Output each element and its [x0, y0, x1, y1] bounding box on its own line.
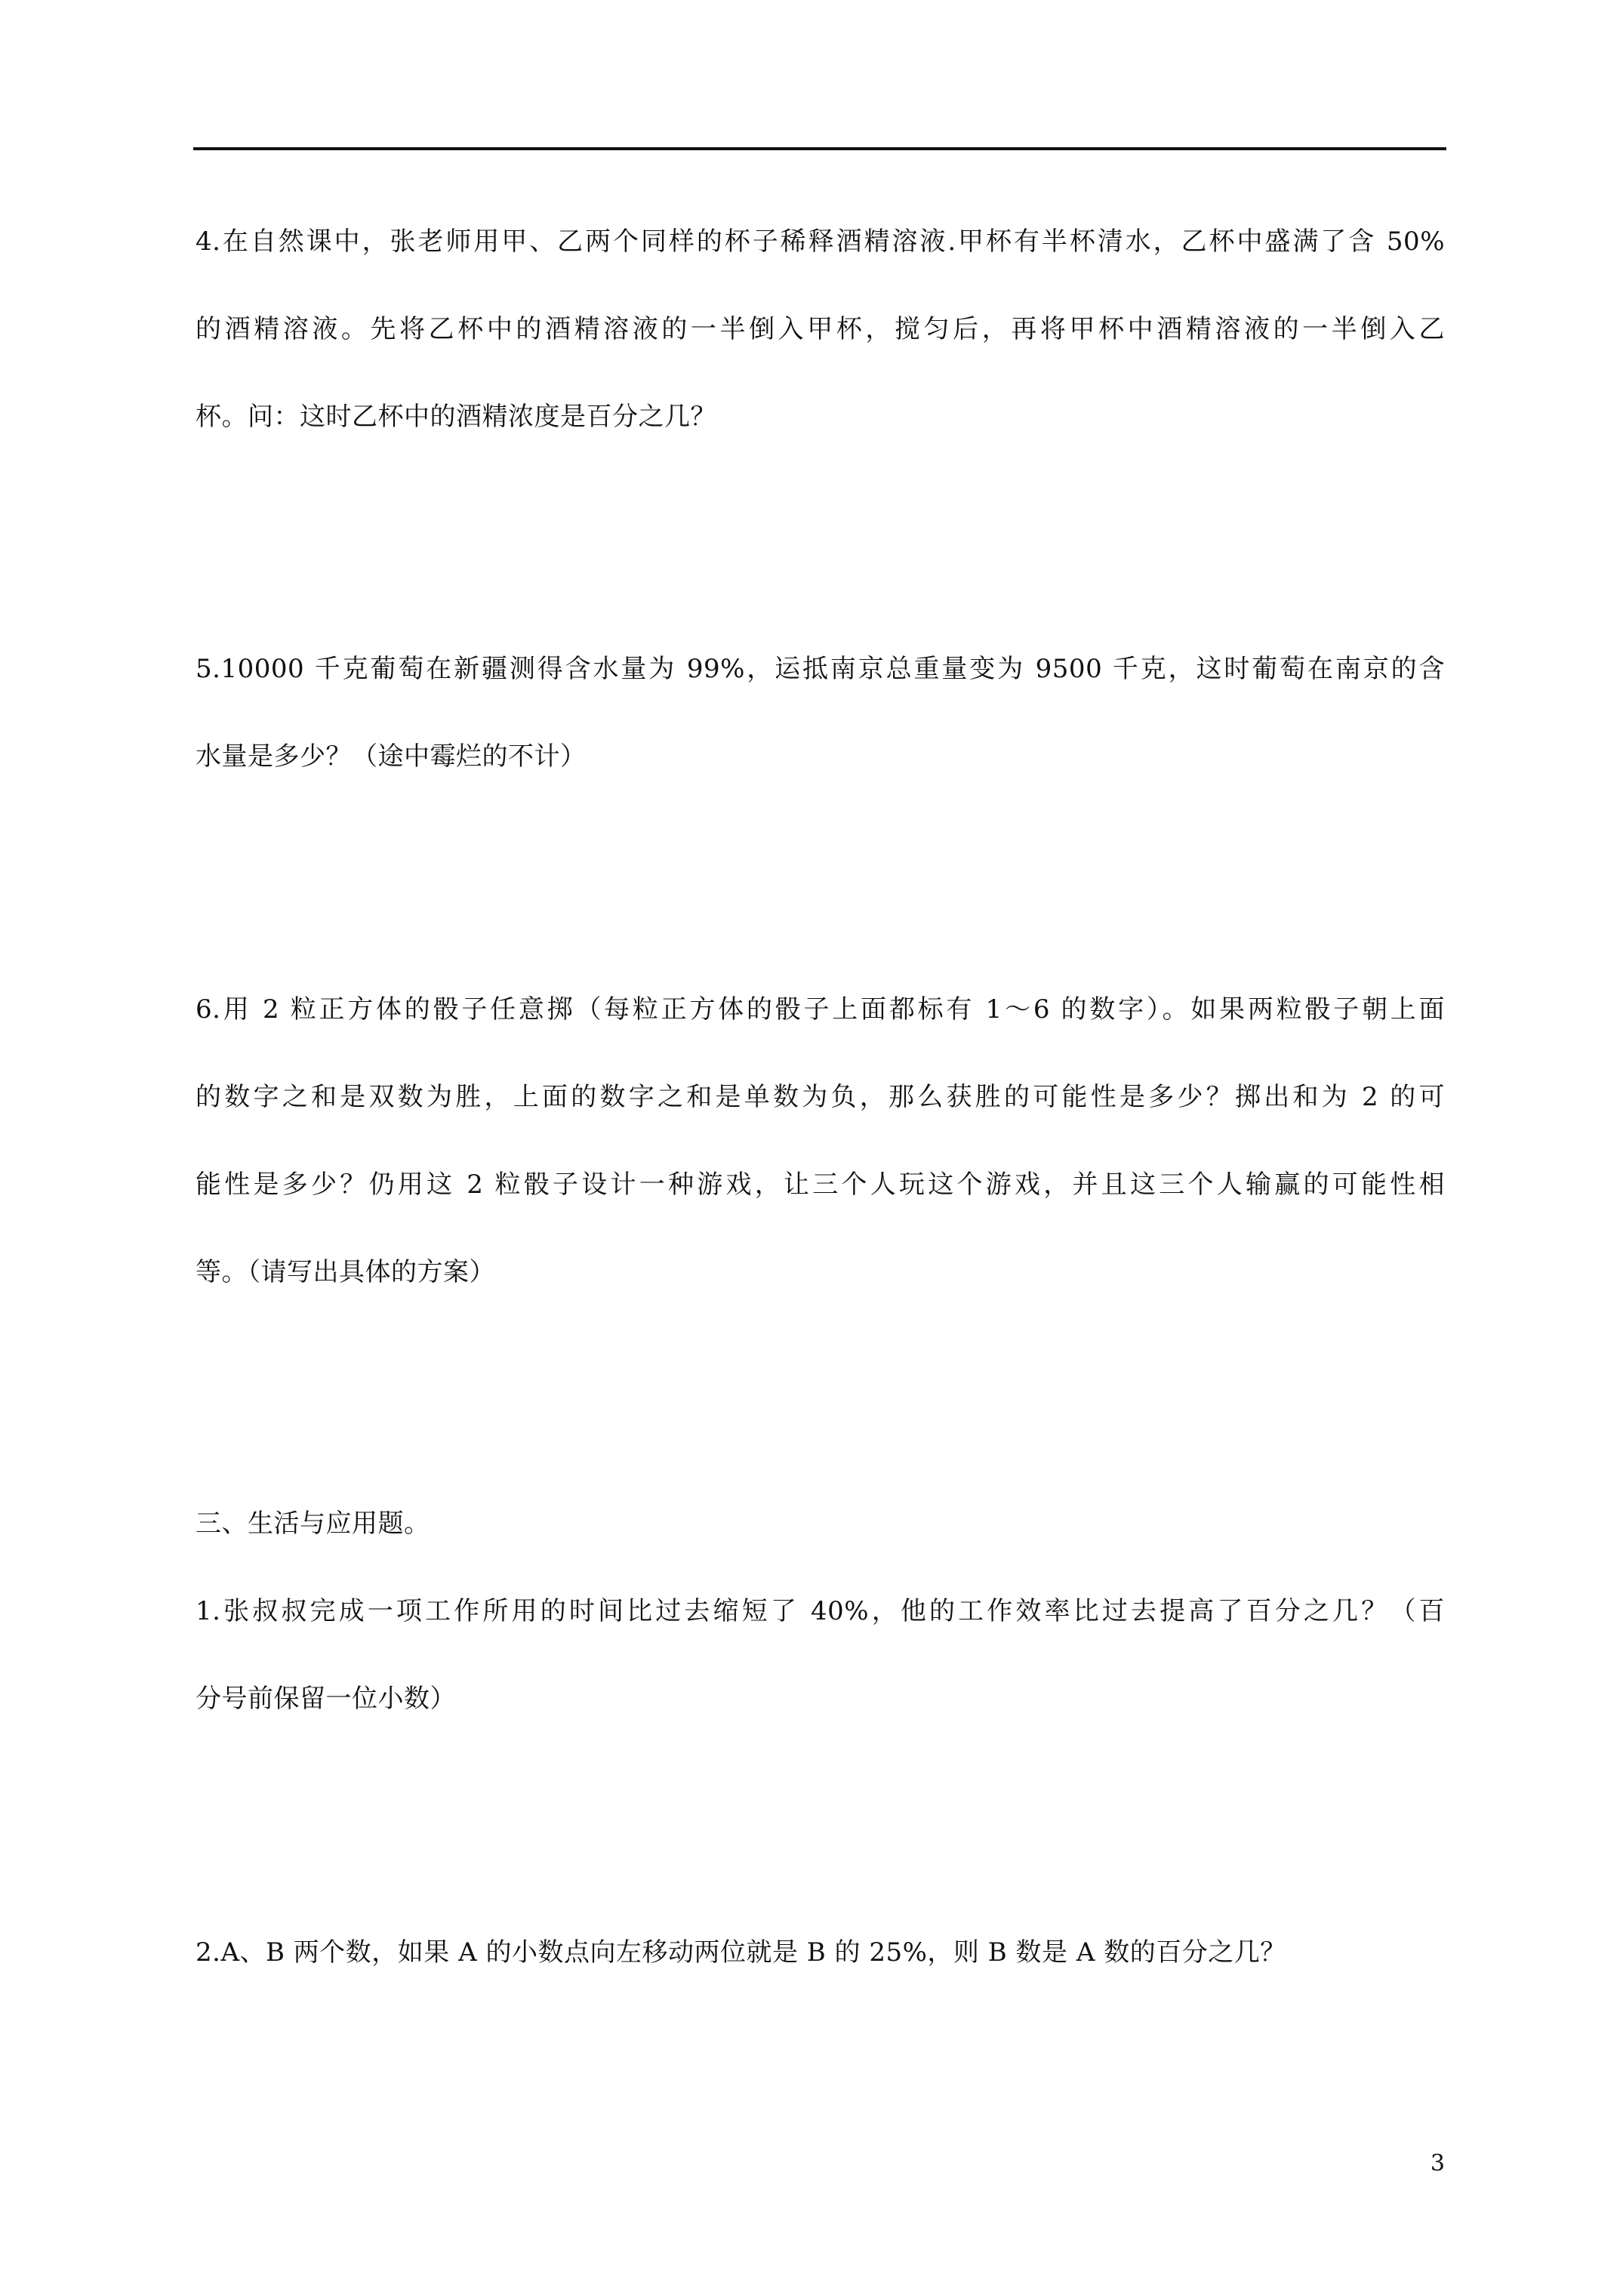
section-3-heading: 三、生活与应用题。: [196, 1509, 430, 1539]
problem-4-line-3: 杯。问：这时乙杯中的酒精浓度是百分之几？: [196, 402, 716, 432]
problem-4-line-1: 4.在自然课中，张老师用甲、乙两个同样的杯子稀释酒精溶液.甲杯有半杯清水，乙杯中盛满了含 50%: [196, 227, 1445, 257]
problem-6-line-4: 等。（请写出具体的方案）: [196, 1257, 495, 1287]
problem-5-line-2: 水量是多少？（途中霉烂的不计）: [196, 741, 587, 772]
problem-6-line-2: 的数字之和是双数为胜，上面的数字之和是单数为负，那么获胜的可能性是多少？掷出和为 2 的可: [196, 1082, 1445, 1112]
problem-6-line-1: 6.用 2 粒正方体的骰子任意掷（每粒正方体的骰子上面都标有 1～6 的数字）。如果两粒骰子朝上面: [196, 994, 1445, 1025]
section-3-problem-1-line-2: 分号前保留一位小数）: [196, 1684, 456, 1714]
problem-4-line-2: 的酒精溶液。先将乙杯中的酒精溶液的一半倒入甲杯，搅匀后，再将甲杯中酒精溶液的一半倒入乙: [196, 314, 1445, 344]
page-number: 3: [1430, 2150, 1445, 2177]
problem-5-line-1: 5.10000 千克葡萄在新疆测得含水量为 99%，运抵南京总重量变为 9500 千克，这时葡萄在南京的含: [196, 654, 1445, 684]
section-3-problem-2-line-1: 2.A、B 两个数，如果 A 的小数点向左移动两位就是 B 的 25%，则 B 数是 A 数的百分之几？: [196, 1937, 1286, 1968]
section-3-problem-1-line-1: 1.张叔叔完成一项工作所用的时间比过去缩短了 40%，他的工作效率比过去提高了百分之几？（百: [196, 1596, 1445, 1626]
problem-6-line-3: 能性是多少？仍用这 2 粒骰子设计一种游戏，让三个人玩这个游戏，并且这三个人输赢的可能性相: [196, 1170, 1445, 1200]
header-rule: [193, 147, 1446, 150]
